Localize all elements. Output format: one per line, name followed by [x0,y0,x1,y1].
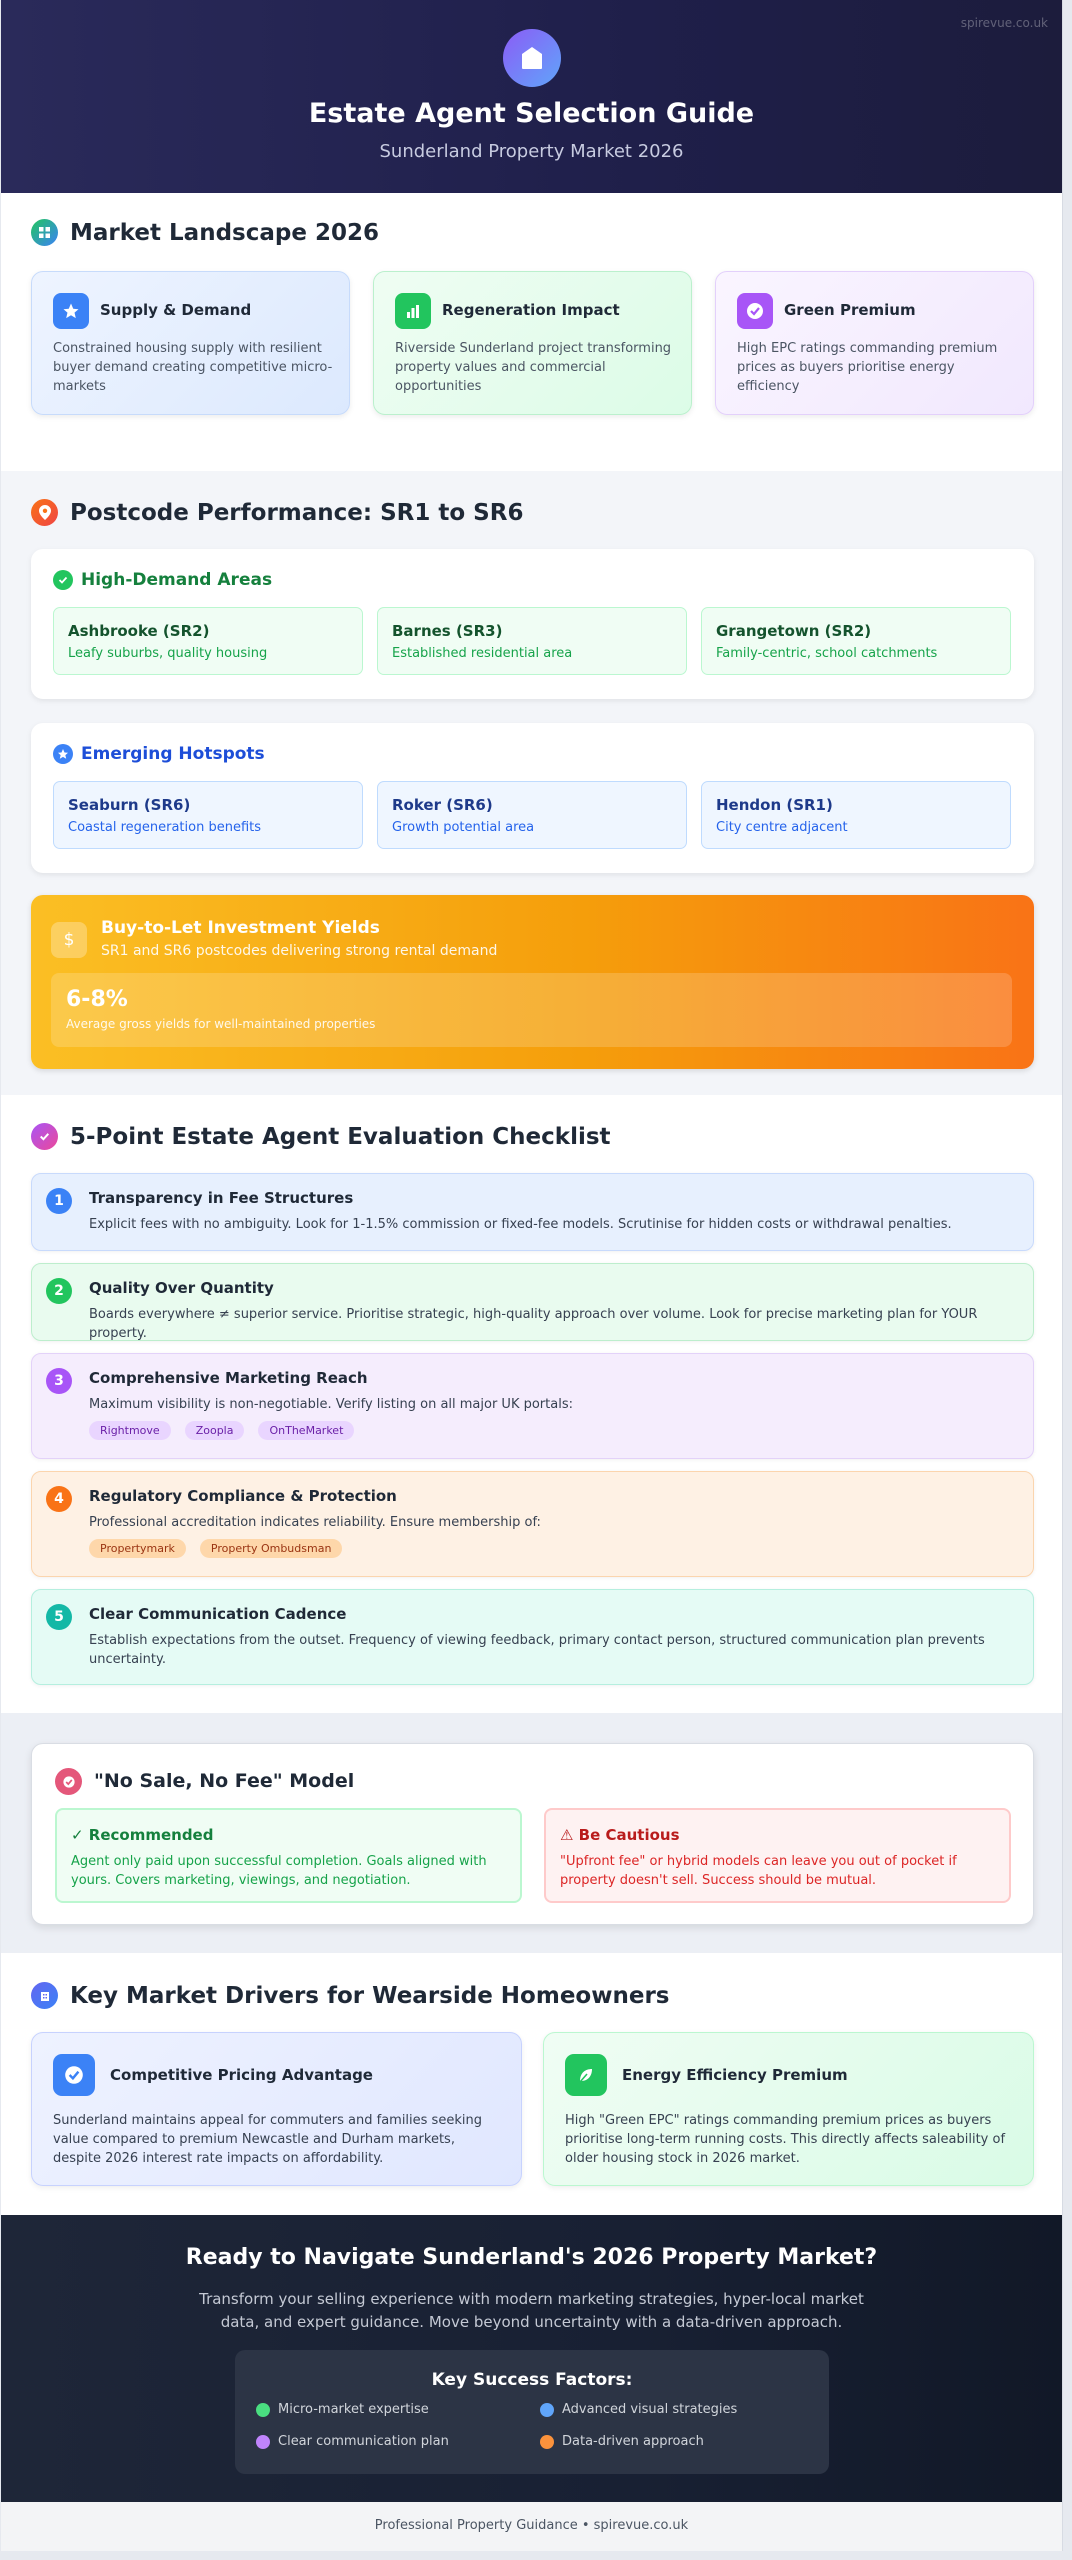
area-name: Ashbrooke (SR2) [68,622,210,640]
tag-propertymark: Propertymark [89,1539,186,1558]
caution-box [544,1808,1011,1903]
yield-value: 6-8% [66,987,128,1012]
item-description: Establish expectations from the outset. Frequency of viewing feedback, primary contact person, structured communication plan prevents uncertainty. [89,1633,985,1667]
card-description: Constrained housing supply with resilient buyer demand creating competitive micro-markets [53,341,333,394]
area-name: Hendon (SR1) [716,796,833,814]
market-card-green-premium [715,271,1034,415]
hero-banner [1,0,1062,193]
area-name: Grangetown (SR2) [716,622,872,640]
cta-title: Ready to Navigate Sunderland's 2026 Property Market? [185,2245,878,2270]
item-description: Boards everywhere ≠ superior service. Prioritise strategic, high-quality approach over volume. Look for precise marketing plan for YOUR property. [89,1307,978,1341]
check-badge-icon [55,1768,82,1795]
check-badge-icon [53,2054,95,2096]
tag-zoopla: Zoopla [185,1421,245,1440]
card-description: Riverside Sunderland project transforming property values and commercial opportunities [395,341,672,394]
area-card-seaburn [53,781,363,849]
card-title: Green Premium [784,301,916,319]
item-title: Comprehensive Marketing Reach [89,1369,368,1387]
area-desc: Established residential area [392,646,573,661]
grid-icon [31,219,58,246]
orange-dot-icon [540,2435,554,2449]
membership-tags [89,1539,342,1558]
card-description: High EPC ratings commanding premium prices as buyers prioritise energy efficiency [737,341,998,394]
caution-heading: ⚠ Be Cautious [560,1826,680,1844]
card-description: Sunderland maintains appeal for commuters and families seeking value compared to premium Newcastle and Durham markets, despite 2026 interest rate impacts on affordability. [53,2113,482,2166]
area-name: Roker (SR6) [392,796,493,814]
card-title: Supply & Demand [100,301,252,319]
star-icon [53,744,73,764]
item-title: Clear Communication Cadence [89,1605,347,1623]
checklist-heading [31,1123,611,1150]
house-logo-icon [503,29,561,87]
page-subtitle: Sunderland Property Market 2026 [379,141,684,162]
item-description: Professional accreditation indicates reliability. Ensure membership of: [89,1515,541,1530]
bar-chart-icon [395,293,431,329]
area-card-grangetown [701,607,1011,675]
page-title: Estate Agent Selection Guide [308,98,755,129]
location-pin-icon [31,499,58,526]
area-card-hendon [701,781,1011,849]
market-landscape-heading [31,219,379,246]
yield-title: Buy-to-Let Investment Yields [101,918,380,938]
yield-subtitle: SR1 and SR6 postcodes delivering strong rental demand [101,943,498,959]
caution-desc: "Upfront fee" or hybrid models can leave you out of pocket if property doesn't sell. Success should be mutual. [560,1854,957,1888]
area-card-barnes [377,607,687,675]
area-desc: City centre adjacent [716,820,848,835]
item-title: Regulatory Compliance & Protection [89,1487,397,1505]
item-title: Quality Over Quantity [89,1279,274,1297]
market-card-supply [31,271,350,415]
market-drivers-heading [31,1982,669,2009]
step-number: 2 [46,1278,72,1304]
checkmark-icon [31,1123,58,1150]
area-card-ashbrooke [53,607,363,675]
key-success-factors-box [235,2350,829,2474]
cta-text: Transform your selling experience with modern marketing strategies, hyper-local market data, and expert guidance. Move beyond uncertainty with a data-driven approach. [199,2290,864,2331]
section-title: 5-Point Estate Agent Evaluation Checklist [70,1123,611,1150]
buy-to-let-yield-banner [31,895,1034,1069]
factor-label: Data-driven approach [562,2434,704,2449]
driver-card-pricing [31,2032,522,2186]
card-title: Competitive Pricing Advantage [110,2066,373,2084]
market-drivers-section [1,1953,1062,2215]
recommended-desc: Agent only paid upon successful completion. Goals aligned with yours. Covers marketing, viewings, and negotiation. [71,1854,487,1888]
check-circle-icon [53,570,73,590]
card-title: Regeneration Impact [442,301,620,319]
item-title: Transparency in Fee Structures [89,1189,354,1207]
area-name: Seaburn (SR6) [68,796,191,814]
area-name: Barnes (SR3) [392,622,503,640]
checklist-item-4 [31,1471,1034,1577]
yield-note: Average gross yields for well-maintained properties [66,1017,376,1031]
recommended-box [55,1808,522,1903]
checklist-item-3 [31,1353,1034,1459]
blue-dot-icon [540,2403,554,2417]
postcode-heading [31,499,523,526]
step-number: 1 [46,1188,72,1214]
factor-label: Advanced visual strategies [562,2402,738,2417]
no-sale-no-fee-section [1,1713,1062,1953]
panel-title: High-Demand Areas [81,570,273,590]
checklist-item-2 [31,1263,1034,1341]
leaf-icon [565,2054,607,2096]
card-description: High "Green EPC" ratings commanding premium prices as buyers prioritise long-term running costs. This directly affects saleability of older housing stock in 2026 market. [565,2113,1006,2166]
checklist-item-5 [31,1589,1034,1685]
area-card-roker [377,781,687,849]
purple-dot-icon [256,2435,270,2449]
factor-label: Clear communication plan [278,2434,449,2449]
guide-page [1,0,1063,2551]
yield-stat-box [51,973,1012,1047]
green-dot-icon [256,2403,270,2417]
watermark: spirevue.co.uk [960,16,1048,30]
postcode-section [1,471,1062,1095]
area-desc: Family-centric, school catchments [716,646,938,661]
area-desc: Leafy suburbs, quality housing [68,646,268,661]
recommended-heading: ✓ Recommended [71,1826,214,1844]
panel-title: "No Sale, No Fee" Model [94,1770,355,1792]
high-demand-panel [31,549,1034,699]
building-icon [31,1982,58,2009]
star-icon [53,293,89,329]
factor-item [540,2402,737,2417]
item-description: Maximum visibility is non-negotiable. Verify listing on all major UK portals: [89,1397,573,1412]
key-factors-title: Key Success Factors: [431,2370,633,2390]
section-title: Market Landscape 2026 [70,219,379,246]
portal-tags [89,1421,354,1440]
step-number: 4 [46,1486,72,1512]
tag-property-ombudsman: Property Ombudsman [200,1539,343,1558]
no-sale-no-fee-panel [31,1743,1034,1925]
factor-item [256,2434,449,2449]
checklist-item-1 [31,1173,1034,1251]
factor-label: Micro-market expertise [278,2402,429,2417]
emerging-heading [53,744,265,764]
section-title: Key Market Drivers for Wearside Homeowners [70,1982,670,2009]
card-title: Energy Efficiency Premium [622,2066,848,2084]
footer: Professional Property Guidance • spirevue.co.uk [1,2502,1062,2551]
tag-onthemarket: OnTheMarket [258,1421,354,1440]
check-badge-icon [737,293,773,329]
area-desc: Coastal regeneration benefits [68,820,262,835]
tag-rightmove: Rightmove [89,1421,171,1440]
area-desc: Growth potential area [392,820,535,835]
step-number: 3 [46,1368,72,1394]
section-title: Postcode Performance: SR1 to SR6 [70,499,524,526]
market-card-regeneration [373,271,692,415]
panel-title: Emerging Hotspots [81,744,265,764]
driver-card-energy [543,2032,1034,2186]
factor-item [540,2434,704,2449]
high-demand-heading [53,570,272,590]
cta-section [1,2215,1062,2502]
emerging-hotspots-panel [31,723,1034,873]
checklist-section [1,1095,1062,1713]
market-landscape-section [1,193,1062,471]
step-number: 5 [46,1604,72,1630]
dollar-icon: $ [51,922,87,958]
factor-item [256,2402,429,2417]
item-description: Explicit fees with no ambiguity. Look for 1-1.5% commission or fixed-fee models. Scrutinise for hidden costs or withdrawal penalties. [89,1217,952,1232]
